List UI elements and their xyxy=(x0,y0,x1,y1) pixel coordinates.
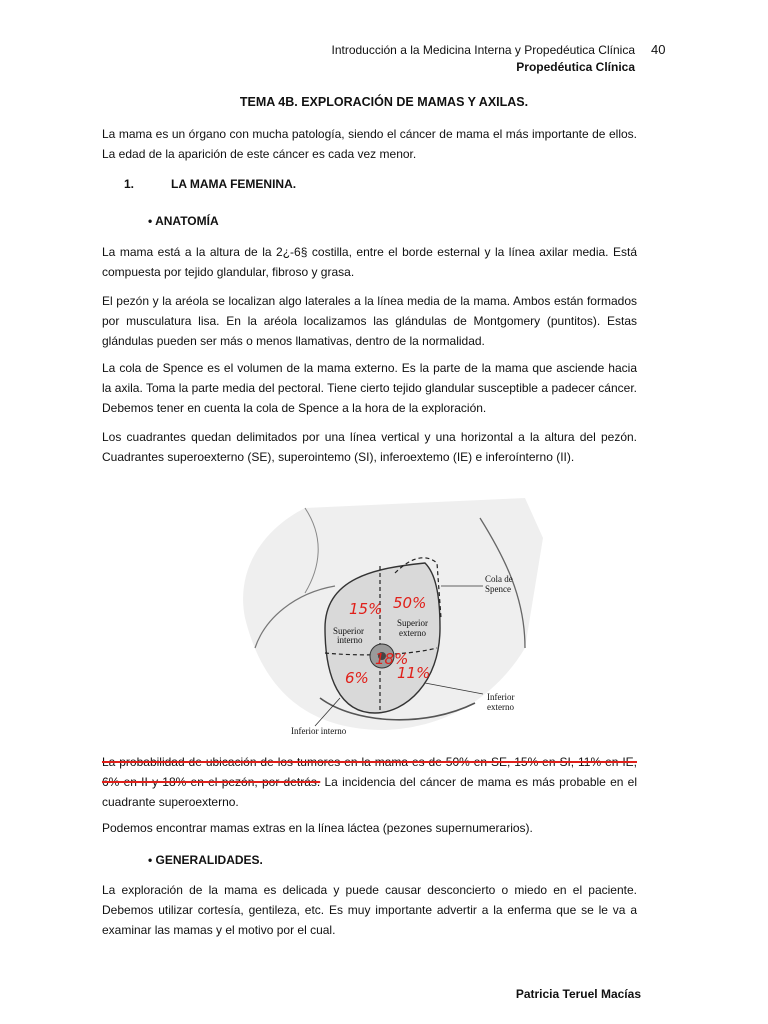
page-number: 40 xyxy=(651,42,666,57)
header-course: Introducción a la Medicina Interna y Propedéutica Clínica xyxy=(331,43,635,57)
header-subject: Propedéutica Clínica xyxy=(516,60,635,74)
label-inf-ext-2: externo xyxy=(487,702,514,712)
label-cola: Cola de xyxy=(485,574,513,584)
anatomia-paragraph-3: La cola de Spence es el volumen de la mama externo. Es la parte de la mama que asciende hacia la axila. Toma la parte media del pectoral. Tiene cierto tejido glandular susceptible a padecer cáncer. Debemos tener en cuenta la cola de Spence a la hora de la exploración. xyxy=(102,361,637,415)
breast-quadrants-figure xyxy=(225,498,545,740)
label-sup-ext: Superior xyxy=(397,618,428,628)
probabilidad-paragraph xyxy=(102,752,637,812)
generalidades-paragraph: La exploración de la mama es delicada y puede causar desconcierto o miedo en el paciente. Debemos utilizar cortesía, gentileza, etc. Es muy importante advertir a la enferma que se le va a examinar las mamas y el motivo por el cual. xyxy=(102,883,637,937)
page-title: TEMA 4B. EXPLORACIÓN DE MAMAS Y AXILAS. xyxy=(239,95,529,109)
anatomia-paragraph-2: El pezón y la aréola se localizan algo laterales a la línea media de la mama. Ambos están formados por musculatura lisa. En la aréola localizamos las glándulas de Montgomery (puntitos). Estas glándulas pueden ser más o menos llamativas, dentro de la normalidad. xyxy=(102,294,637,348)
annotation-se: 50% xyxy=(393,594,427,612)
probabilidad-rest: La incidencia del cáncer de mama es más probable en el cuadrante superoexterno. xyxy=(102,775,638,809)
anatomia-paragraph-4: Los cuadrantes quedan delimitados por una línea vertical y una horizontal a la altura del pezón. Cuadrantes superoexterno (SE), superointemo (SI), inferoextemo (IE) e inferoínterno (II). xyxy=(102,430,637,464)
label-cola-2: Spence xyxy=(485,584,511,594)
label-inf-int: Inferior interno xyxy=(291,726,347,736)
annotation-ii: 6% xyxy=(345,669,369,687)
label-sup-int-2: interno xyxy=(337,635,363,645)
annotation-nipple: 18% xyxy=(375,650,409,668)
section-title: LA MAMA FEMENINA. xyxy=(171,177,297,191)
intro-paragraph: La mama es un órgano con mucha patología, siendo el cáncer de mama el más importante de ellos. La edad de la aparición de este cáncer es cada vez menor. xyxy=(102,127,637,161)
generalidades-heading: • GENERALIDADES. xyxy=(148,853,263,867)
label-sup-ext-2: externo xyxy=(399,628,426,638)
extras-paragraph: Podemos encontrar mamas extras en la línea láctea (pezones supernumerarios). xyxy=(102,821,533,835)
annotation-si: 15% xyxy=(349,600,383,618)
struck-text: La probabilidad de ubicación de los tumores en la mama es de 50% en SE, 15% en SI, 11% en IE, 6% en II y 18% en el pezón, por detrás. xyxy=(102,755,637,789)
annotation-ie: 11% xyxy=(397,664,431,682)
label-sup-int: Superior xyxy=(333,626,364,636)
section-number: 1. xyxy=(124,177,135,191)
label-inf-ext: Inferior xyxy=(487,692,515,702)
footer-author: Patricia Teruel Macías xyxy=(515,987,641,1001)
anatomia-paragraph-1: La mama está a la altura de la 2¿-6§ costilla, entre el borde esternal y la línea axilar media. Está compuesta por tejido glandular, fibroso y grasa. xyxy=(102,245,637,279)
breast-illustration xyxy=(225,498,545,740)
anatomia-heading: • ANATOMÍA xyxy=(148,214,219,228)
